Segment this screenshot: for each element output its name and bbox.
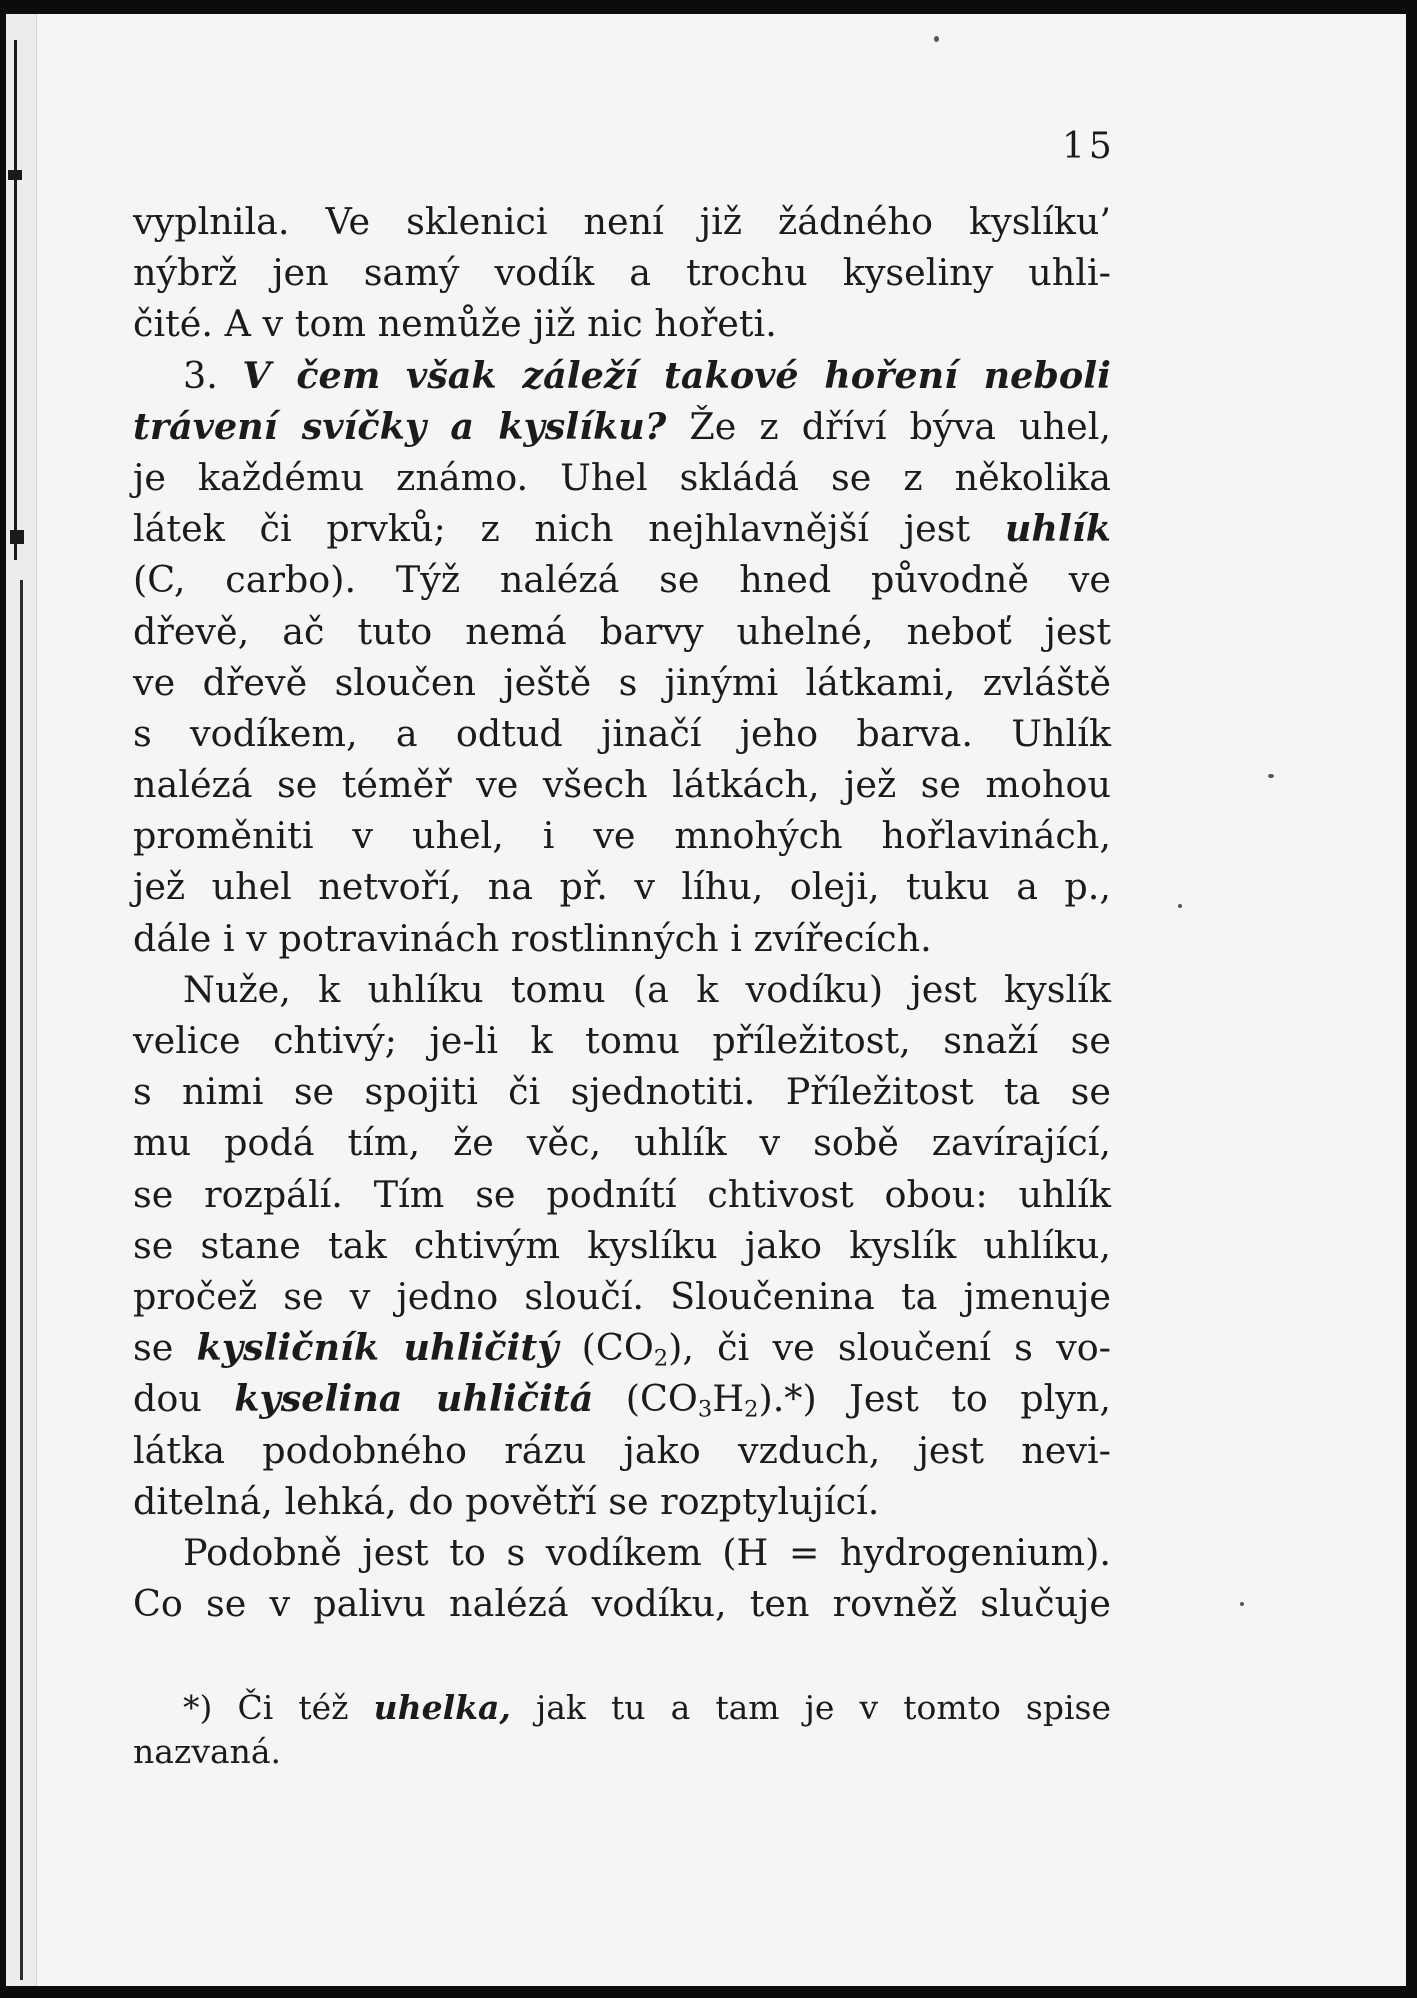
text-line: Co se v palivu nalézá vodíku, ten rovněž slučuje	[133, 1582, 1111, 1626]
text-run: dou	[133, 1377, 235, 1421]
term-kyslicnik: kysličník uhličitý	[196, 1326, 559, 1370]
term-uhlik: uhlík	[1004, 507, 1111, 551]
text-line: čité. A v tom nemůže již nic hořeti.	[133, 302, 777, 346]
text-line: (C, carbo). Týž nalézá se hned původně ve	[133, 558, 1111, 602]
text-line	[133, 350, 1111, 401]
dust-speck	[1178, 904, 1182, 908]
binding-mark	[10, 530, 24, 544]
text-line: dřevě, ač tuto nemá barvy uhelné, neboť jest	[133, 609, 1111, 653]
text-run: jak tu a tam je v tomto spise	[510, 1688, 1111, 1727]
binding-edge-lower	[20, 580, 23, 1980]
term-kyselina: kyselina uhličitá	[234, 1377, 594, 1421]
text-run: H	[712, 1377, 745, 1421]
text-line	[133, 503, 1111, 554]
footnote-line	[133, 1686, 1111, 1730]
term-uhelka: uhelka,	[373, 1688, 511, 1727]
body-text	[133, 196, 1111, 1629]
footnote-mark: *)	[183, 1688, 238, 1727]
subscript: 2	[744, 1396, 759, 1423]
text-line: vyplnila. Ve sklenici není již žádného kyslíku’	[133, 200, 1111, 243]
text-line: se stane tak chtivým kyslíku jako kyslík uhlíku,	[133, 1223, 1111, 1267]
text-line: je každému známo. Uhel skládá se z několika	[133, 455, 1111, 499]
section-heading-cont: trávení svíčky a kyslíku?	[133, 404, 667, 448]
section-heading: V čem však záleží takové hoření neboli	[242, 353, 1111, 397]
subscript: 2	[653, 1345, 669, 1372]
text-line: látka podobného rázu jako vzduch, jest nevi-	[133, 1428, 1111, 1472]
page-number: 15	[1062, 126, 1116, 167]
binding-mark	[8, 170, 22, 180]
text-line	[133, 1322, 1111, 1373]
text-run: látek či prvků; z nich nejhlavnější jest	[133, 507, 1005, 551]
text-run: ), či ve sloučení s vo-	[668, 1326, 1111, 1370]
text-run: Že z dříví býva uhel,	[666, 404, 1111, 448]
text-line: ditelná, lehká, do povětří se rozptylující.	[133, 1479, 880, 1523]
text-line: nalézá se téměř ve všech látkách, jež se mohou	[133, 763, 1111, 807]
text-line: velice chtivý; je-li k tomu příležitost, snaží se	[133, 1019, 1111, 1062]
text-line: s nimi se spojiti či sjednotiti. Příležitost ta se	[133, 1070, 1111, 1114]
text-line: s vodíkem, a odtud jinačí jeho barva. Uhlík	[133, 711, 1111, 755]
text-run: Či též	[237, 1688, 374, 1727]
dust-speck	[1268, 774, 1274, 778]
footnote	[133, 1686, 1111, 1774]
dust-speck	[1240, 1602, 1244, 1606]
text-line	[133, 1373, 1111, 1424]
subscript: 3	[697, 1396, 713, 1423]
text-line: Podobně jest to s vodíkem (H = hydrogenium).	[183, 1530, 1111, 1574]
footnote-line: nazvaná.	[133, 1732, 282, 1771]
text-line: nýbrž jen samý vodík a trochu kyseliny uhli-	[133, 251, 1111, 295]
text-run: ).*) Jest to plyn,	[758, 1377, 1111, 1421]
text-run: se	[133, 1326, 197, 1370]
binding-edge	[14, 40, 17, 560]
text-line	[133, 401, 1111, 452]
text-line: proměniti v uhel, i ve mnohých hořlavinách,	[133, 814, 1111, 858]
dust-speck	[934, 36, 939, 42]
text-line: Nuže, k uhlíku tomu (a k vodíku) jest kyslík	[183, 967, 1111, 1011]
text-run: (CO	[593, 1377, 698, 1421]
text-line: ve dřevě sloučen ještě s jinými látkami, zvláště	[133, 660, 1111, 704]
text-line: mu podá tím, že věc, uhlík v sobě zavírající,	[133, 1121, 1111, 1165]
text-line: jež uhel netvoří, na př. v líhu, oleji, tuku a p.,	[133, 865, 1111, 909]
text-line: se rozpálí. Tím se podnítí chtivost obou: uhlík	[133, 1172, 1111, 1216]
text-run: (CO	[558, 1326, 654, 1370]
text-line: pročež se v jedno sloučí. Sloučenina ta jmenuje	[133, 1274, 1111, 1318]
section-number: 3.	[183, 353, 243, 397]
text-line: dále i v potravinách rostlinných i zvířecích.	[133, 916, 932, 960]
